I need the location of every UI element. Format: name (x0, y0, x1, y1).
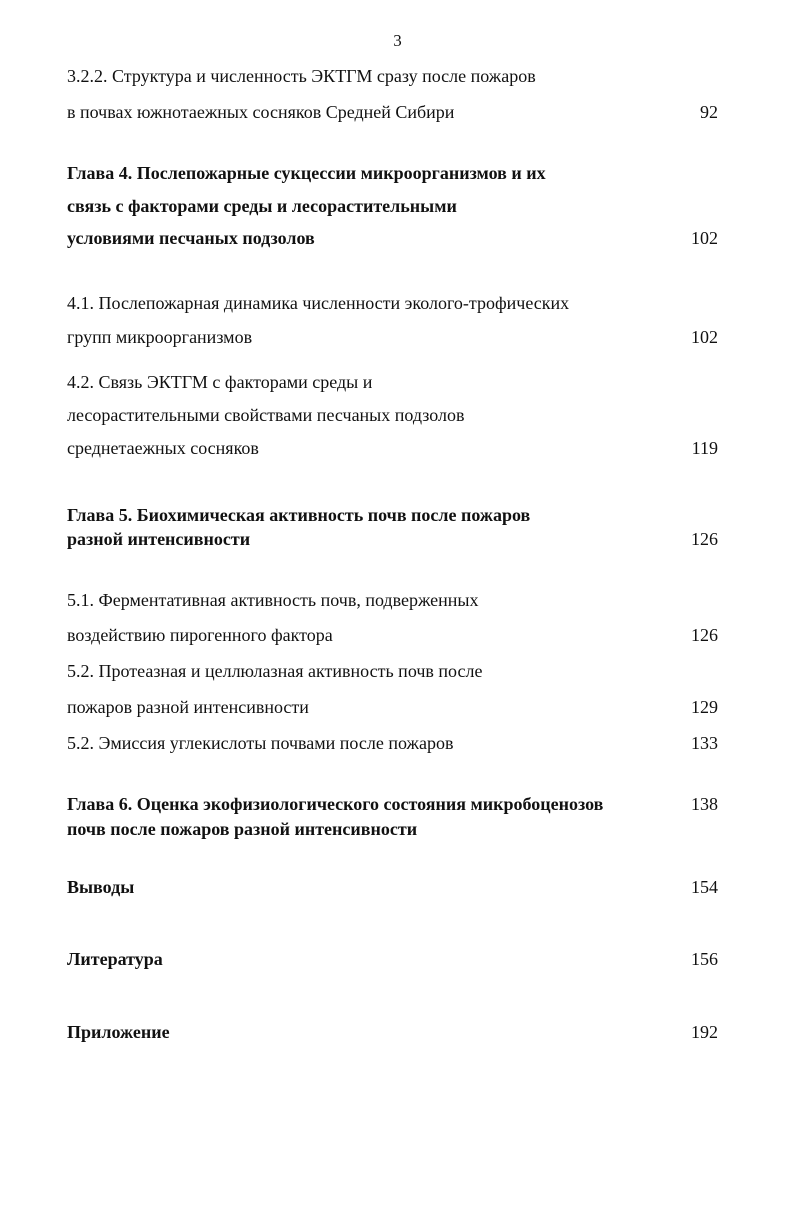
toc-entry-5-2-line-1: 5.2. Протеазная и целлюлазная активность почв после (67, 661, 483, 681)
toc-entry-literature: Литература (67, 949, 163, 969)
toc-entry-5-1-line-1: 5.1. Ферментативная активность почв, подверженных (67, 590, 479, 610)
toc-entry-chapter-4-page: 102 (691, 228, 718, 248)
toc-entry-chapter-6-line-1: Глава 6. Оценка экофизиологического состояния микробоценозов (67, 794, 604, 814)
toc-entry-4-1-line-1: 4.1. Послепожарная динамика численности эколого-трофических (67, 293, 570, 313)
toc-entry-conclusions: Выводы (67, 877, 135, 897)
toc-entry-3-2-2-line-1: 3.2.2. Структура и численность ЭКТГМ сразу после пожаров (67, 66, 536, 86)
toc-entry-chapter-4-line-3: условиями песчаных подзолов (67, 228, 315, 248)
toc-entry-5-1-page: 126 (691, 625, 718, 645)
toc-entry-4-2-line-2: лесорастительными свойствами песчаных подзолов (67, 405, 465, 425)
toc-entry-4-2-line-3: среднетаежных сосняков (67, 438, 259, 458)
toc-entry-5-2-line-2: пожаров разной интенсивности (67, 697, 309, 717)
toc-entry-3-2-2-line-2: в почвах южнотаежных сосняков Средней Сибири (67, 102, 455, 122)
toc-entry-chapter-5-line-2: разной интенсивности (67, 529, 251, 549)
toc-entry-appendix-page: 192 (691, 1022, 718, 1042)
toc-entry-chapter-4-line-1: Глава 4. Послепожарные сукцессии микроорганизмов и их (67, 163, 546, 183)
toc-entry-conclusions-page: 154 (691, 877, 718, 897)
toc-entry-5-2-page: 129 (691, 697, 718, 717)
toc-entry-chapter-4-line-2: связь с факторами среды и лесорастительными (67, 196, 457, 216)
toc-entry-5-2-emission-page: 133 (691, 733, 718, 753)
toc-entry-4-2-line-1: 4.2. Связь ЭКТГМ с факторами среды и (67, 372, 373, 392)
toc-entry-chapter-6-page: 138 (691, 794, 718, 814)
toc-entry-5-2-emission-line-1: 5.2. Эмиссия углекислоты почвами после пожаров (67, 733, 454, 753)
page-number: 3 (393, 31, 402, 50)
toc-entry-chapter-5-page: 126 (691, 529, 718, 549)
toc-entry-3-2-2-page: 92 (700, 102, 718, 122)
toc-entry-5-1-line-2: воздействию пирогенного фактора (67, 625, 333, 645)
toc-entry-4-1-line-2: групп микроорганизмов (67, 327, 253, 347)
toc-entry-literature-page: 156 (691, 949, 718, 969)
toc-entry-appendix: Приложение (67, 1022, 170, 1042)
toc-entry-4-1-page: 102 (691, 327, 718, 347)
toc-entry-4-2-page: 119 (691, 438, 718, 458)
toc-entry-chapter-6-line-2: почв после пожаров разной интенсивности (67, 819, 418, 839)
toc-entry-chapter-5-line-1: Глава 5. Биохимическая активность почв после пожаров (67, 505, 531, 525)
